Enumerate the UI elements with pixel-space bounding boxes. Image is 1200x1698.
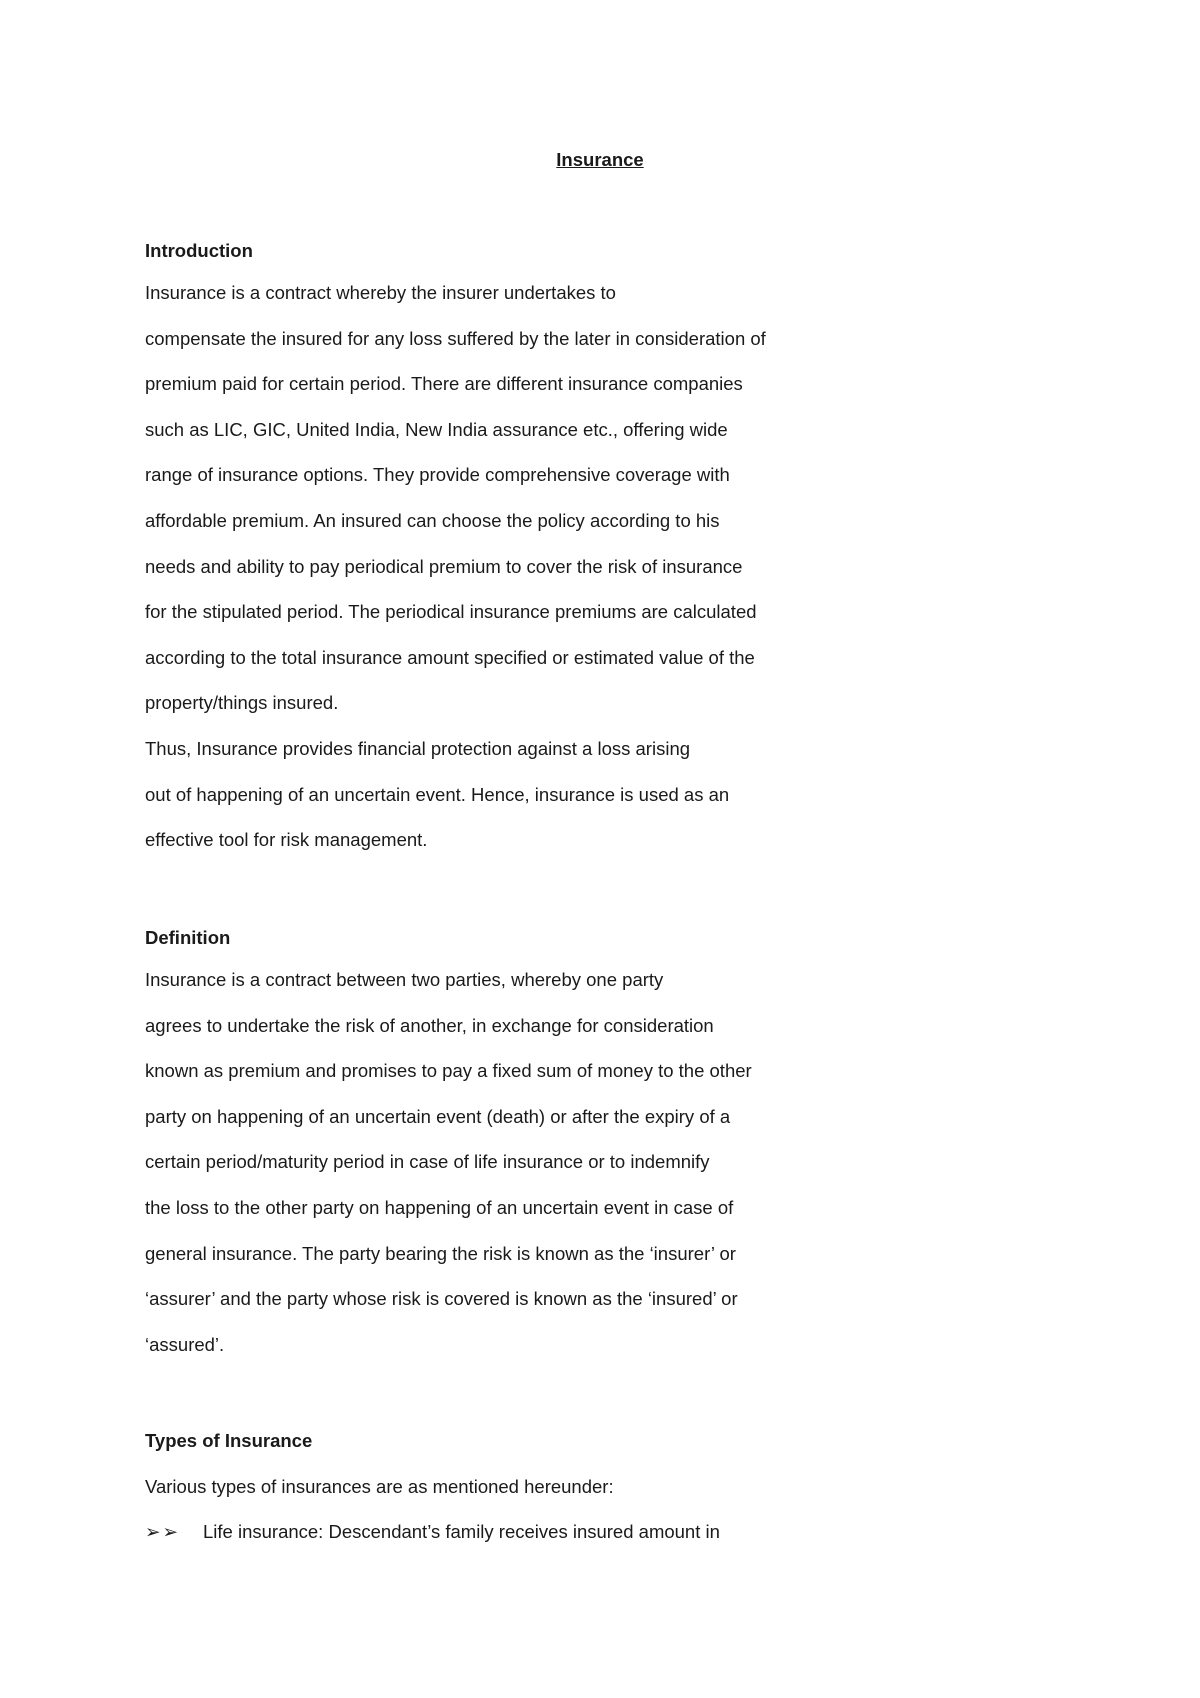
introduction-line: compensate the insured for any loss suffered by the later in consideration of bbox=[145, 327, 766, 349]
definition-line: Insurance is a contract between two parties, whereby one party bbox=[145, 969, 664, 990]
double-arrow-bullet-icon: ➢➢ bbox=[145, 1521, 181, 1543]
introduction-line: affordable premium. An insured can choose the policy according to his bbox=[145, 509, 720, 531]
introduction-line: needs and ability to pay periodical premium to cover the risk of insurance bbox=[145, 555, 743, 577]
document-title: Insurance bbox=[556, 149, 644, 170]
introduction-line: range of insurance options. They provide comprehensive coverage with bbox=[145, 464, 730, 486]
definition-line: general insurance. The party bearing the risk is known as the ‘insurer’ or bbox=[145, 1242, 736, 1264]
definition-line: certain period/maturity period in case of life insurance or to indemnify bbox=[145, 1151, 710, 1173]
definition-line: the loss to the other party on happening of an uncertain event in case of bbox=[145, 1196, 734, 1218]
types-heading: Types of Insurance bbox=[145, 1430, 313, 1451]
types-intro: Various types of insurances are as mentioned hereunder: bbox=[145, 1475, 614, 1497]
introduction-line: Thus, Insurance provides financial protection against a loss arising bbox=[145, 737, 691, 759]
introduction-line: Insurance is a contract whereby the insurer undertakes to bbox=[145, 282, 616, 303]
definition-section bbox=[145, 926, 865, 1357]
introduction-line: effective tool for risk management. bbox=[145, 829, 428, 851]
introduction-line: according to the total insurance amount specified or estimated value of the bbox=[145, 646, 755, 668]
definition-line: party on happening of an uncertain event (death) or after the expiry of a bbox=[145, 1105, 731, 1127]
introduction-section bbox=[145, 239, 865, 852]
definition-line: ‘assurer’ and the party whose risk is covered is known as the ‘insured’ or bbox=[145, 1288, 738, 1310]
introduction-line: out of happening of an uncertain event. Hence, insurance is used as an bbox=[145, 783, 730, 805]
definition-line: known as premium and promises to pay a fixed sum of money to the other bbox=[145, 1060, 752, 1082]
bullet-item bbox=[145, 1520, 865, 1544]
bullet-text: Life insurance: Descendant’s family receives insured amount in bbox=[203, 1521, 720, 1543]
types-section bbox=[145, 1429, 865, 1544]
introduction-line: such as LIC, GIC, United India, New India assurance etc., offering wide bbox=[145, 418, 728, 440]
introduction-line: premium paid for certain period. There are different insurance companies bbox=[145, 373, 743, 395]
definition-heading: Definition bbox=[145, 927, 231, 948]
introduction-heading: Introduction bbox=[145, 240, 253, 261]
introduction-line: property/things insured. bbox=[145, 692, 339, 714]
introduction-line: for the stipulated period. The periodical insurance premiums are calculated bbox=[145, 601, 757, 623]
definition-line: agrees to undertake the risk of another, in exchange for consideration bbox=[145, 1014, 714, 1036]
definition-line: ‘assured’. bbox=[145, 1333, 225, 1355]
